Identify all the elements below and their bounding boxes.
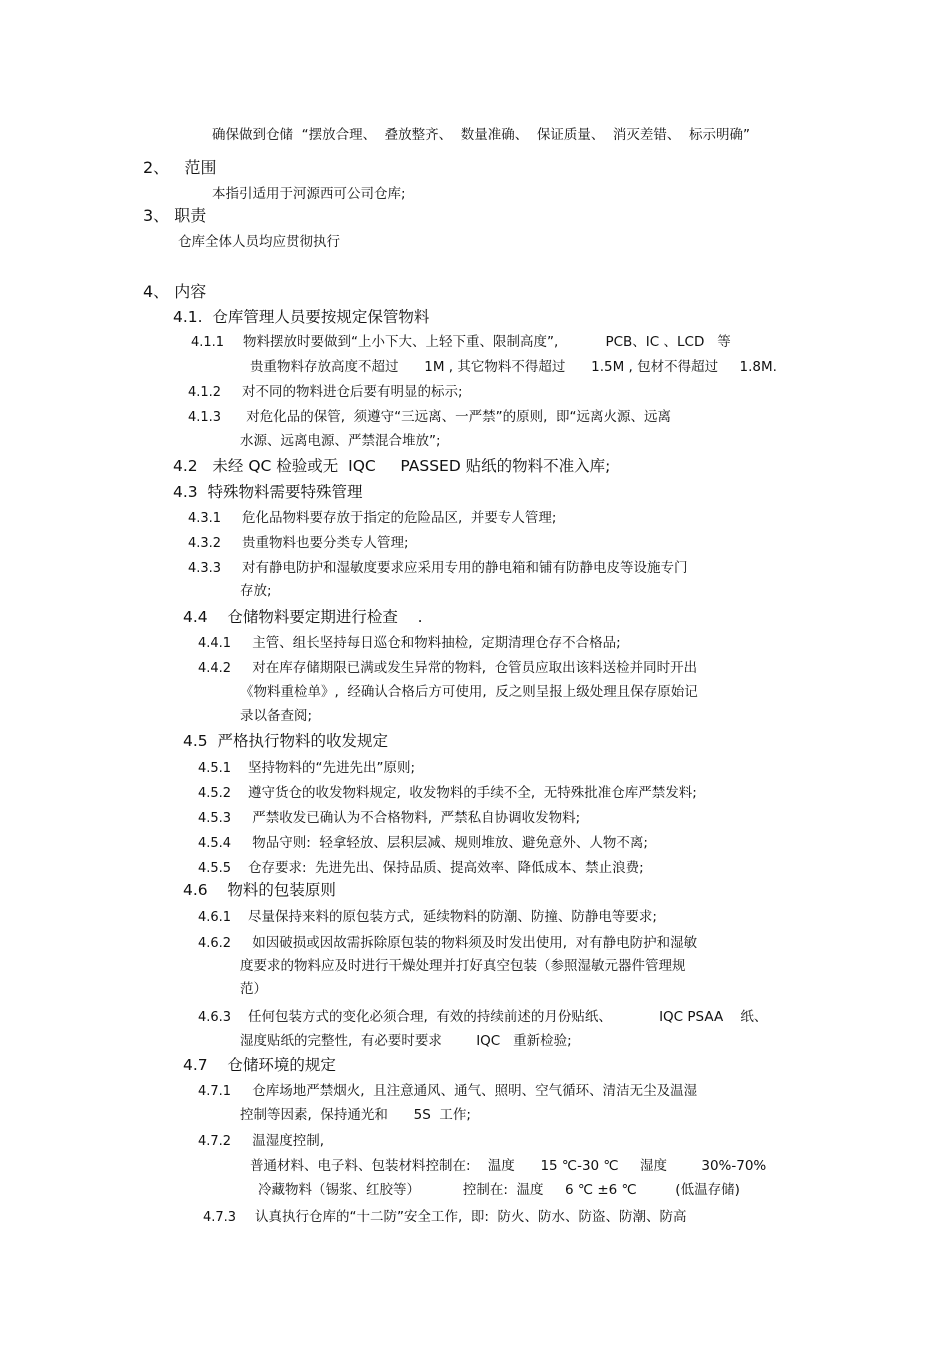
item-4-7-2-line-2: 普通材料、电子料、包装材料控制在: 温度 15 ℃-30 ℃ 湿度 30%-70% [250,1158,767,1174]
item-4-6-3-line-2: 湿度贴纸的完整性, 有必要时要求 IQC 重新检验; [240,1033,572,1049]
item-4-6-2-number: 4.6.2 [198,936,232,951]
item-4-5-1-number: 4.5.1 [198,761,232,776]
item-4-3-1-line-1: 危化品物料要存放于指定的危险品区, 并要专人管理; [242,510,557,526]
item-4-5-4-number: 4.5.4 [198,836,232,851]
item-4-1-1-line-1: 物料摆放时要做到“上小下大、上轻下重、限制高度”, PCB、IC 、LCD 等 [243,334,731,350]
item-4-5-5-number: 4.5.5 [198,861,232,876]
item-4-5-3-line-1: 严禁收发已确认为不合格物料, 严禁私自协调收发物料; [248,810,581,826]
item-4-6-1-number: 4.6.1 [198,910,232,925]
item-4-3-3-line-2: 存放; [240,583,272,599]
item-4-5-2-line-1: 遵守货仓的收发物料规定, 收发物料的手续不全, 无特殊批准仓库严禁发料; [248,785,697,801]
item-4-7-2-line-3: 冷藏物料（锡浆、红胶等） 控制在: 温度 6 ℃ ±6 ℃ (低温存储) [258,1182,740,1198]
item-4-7-1-line-2: 控制等因素, 保持通光和 5S 工作; [240,1107,471,1123]
item-4-7-1-line-1: 仓库场地严禁烟火, 且注意通风、通气、照明、空气循环、清洁无尘及温湿 [248,1083,698,1099]
item-4-1-1-line-2: 贵重物料存放高度不超过 1M , 其它物料不得超过 1.5M , 包材不得超过 1.8M. [250,359,777,375]
item-4-5-4-line-1: 物品守则: 轻拿轻放、层积层减、规则堆放、避免意外、人物不离; [248,835,648,851]
item-4-1-2-line-1: 对不同的物料进仓后要有明显的标示; [242,384,463,400]
item-4-7-1-number: 4.7.1 [198,1084,232,1099]
section-4-5-title: 4.5 严格执行物料的收发规定 [183,732,389,750]
intro-line: 确保做到仓储 “摆放合理、 叠放整齐、 数量准确、 保证质量、 消灭差错、 标示明确” [212,127,750,143]
item-4-3-2-number: 4.3.2 [188,536,222,551]
item-4-6-1-line-1: 尽量保持来料的原包装方式, 延续物料的防潮、防撞、防静电等要求; [248,909,657,925]
item-4-5-3-number: 4.5.3 [198,811,232,826]
item-4-6-3-number: 4.6.3 [198,1010,232,1025]
section-4-heading: 4、 内容 [143,282,207,301]
item-4-1-3-line-1: 对危化品的保管, 须遵守“三远离、一严禁”的原则, 即“远离火源、远离 [242,409,672,425]
item-4-7-3-number: 4.7.3 [203,1210,237,1225]
section-4-3-title: 4.3 特殊物料需要特殊管理 [173,483,363,501]
section-2-heading: 2、 范围 [143,158,217,177]
item-4-4-1-line-1: 主管、组长坚持每日巡仓和物料抽检, 定期清理仓存不合格品; [248,635,621,651]
item-4-3-3-number: 4.3.3 [188,561,222,576]
item-4-4-1-number: 4.4.1 [198,636,232,651]
section-3-heading: 3、 职责 [143,206,207,225]
item-4-1-3-number: 4.1.3 [188,410,222,425]
item-4-1-2-number: 4.1.2 [188,385,222,400]
item-4-3-2-line-1: 贵重物料也要分类专人管理; [242,535,409,551]
item-4-4-2-line-1: 对在库存储期限已满或发生异常的物料, 仓管员应取出该料送检并同时开出 [248,660,698,676]
item-4-5-5-line-1: 仓存要求: 先进先出、保持品质、提高效率、降低成本、禁止浪费; [248,860,644,876]
item-4-6-2-line-1: 如因破损或因故需拆除原包装的物料须及时发出使用, 对有静电防护和湿敏 [248,935,698,951]
section-4-4-title: 4.4 仓储物料要定期进行检查 . [183,608,423,626]
item-4-1-1-number: 4.1.1 [191,335,225,350]
section-4-1-title: 4.1. 仓库管理人员要按规定保管物料 [173,308,430,326]
item-4-4-2-line-2: 《物料重检单》, 经确认合格后方可使用, 反之则呈报上级处理且保存原始记 [240,684,698,700]
item-4-1-3-line-2: 水源、远离电源、严禁混合堆放”; [240,433,441,449]
item-4-5-2-number: 4.5.2 [198,786,232,801]
item-4-4-2-line-3: 录以备查阅; [240,708,313,724]
section-3-body: 仓库全体人员均应贯彻执行 [178,234,340,250]
item-4-6-3-line-1: 任何包装方式的变化必须合理, 有效的持续前述的月份贴纸、 IQC PSAA 纸、 [248,1009,768,1025]
section-4-6-title: 4.6 物料的包装原则 [183,881,336,899]
item-4-6-2-line-3: 范） [240,981,267,997]
item-4-3-1-number: 4.3.1 [188,511,222,526]
item-4-3-3-line-1: 对有静电防护和湿敏度要求应采用专用的静电箱和铺有防静电皮等设施专门 [242,560,688,576]
item-4-5-1-line-1: 坚持物料的“先进先出”原则; [248,760,416,776]
item-4-7-2-line-1: 温湿度控制, [248,1133,325,1149]
item-4-6-2-line-2: 度要求的物料应及时进行干燥处理并打好真空包装（参照湿敏元器件管理规 [240,958,686,974]
item-4-7-3-line-1: 认真执行仓库的“十二防”安全工作, 即: 防火、防水、防盗、防潮、防高 [255,1209,687,1225]
item-4-4-2-number: 4.4.2 [198,661,232,676]
section-2-body: 本指引适用于河源西可公司仓库; [212,186,406,202]
item-4-7-2-number: 4.7.2 [198,1134,232,1149]
section-4-2-title: 4.2 未经 QC 检验或无 IQC PASSED 贴纸的物料不准入库; [173,457,611,475]
section-4-7-title: 4.7 仓储环境的规定 [183,1056,336,1074]
